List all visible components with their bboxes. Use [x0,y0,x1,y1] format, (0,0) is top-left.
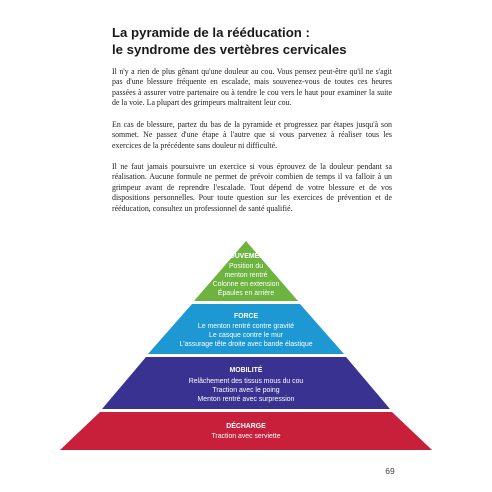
pyramid-level-force [148,304,344,354]
progression-paragraph: En cas de blessure, partez du bas de la pyramide et progressez par étapes jusqu'à son sommet. Ne passez d'une étape à l'autre que si vous parvenez à réaliser tous les exercices de la précédente sans douleur ni difficulté. [112,120,392,150]
pyramid-level-mouvement-item: Épaules en arrière [217,290,275,297]
pyramid-level-mouvement-title: MOUVEMENT [223,253,269,260]
pyramid-level-mouvement-item: Position du [228,263,264,270]
pyramid-level-decharge-shape [60,412,432,450]
page-title-line-1: La pyramide de la rééducation : [112,25,310,40]
pyramid-level-force-title: FORCE [233,313,259,320]
advice-paragraph: Il ne faut jamais poursuivre un exercice si vous éprouvez de la douleur pendant sa réalisation. Aucune formule ne permet de prévoir combien de temps il va falloir à un grimpeur avant de reprendre l'escalade. Tout dépend de votre blessure et de vos dispositions personnelles. Pour toute question sur les exercices de prévention et de rééducation, consultez un professionnel de santé qualifié. [112,162,392,213]
pyramid-level-force-item: Le menton rentré contre gravité [197,323,295,330]
pyramid-level-mobilite-title: MOBILITÉ [229,367,263,374]
pyramid-level-force-item: Le casque contre le mur [209,332,283,339]
page-number: 69 [385,466,395,476]
pyramid-level-mobilite-item: Menton rentré avec surpression [197,396,295,403]
pyramid-level-mobilite-item: Traction avec le poing [212,387,280,394]
pyramid-level-decharge [60,412,432,450]
pyramid-level-mouvement-item: menton rentré [224,272,268,279]
intro-paragraph: Il n'y a rien de plus gênant qu'une douleur au cou. Vous pensez peut-être qu'il ne s'agit pas d'une blessure fréquente en escalade, mais souvenez-vous de toutes ces heures passées à assurer votre partenaire ou à tendre le cou vers le haut pour examiner la suite de la voie. La plupart des grimpeurs maltraitent leur cou. [112,67,392,108]
pyramid-level-decharge-title: DÉCHARGE [226,423,266,430]
pyramid-level-mobilite-item: Relâchement des tissus mous du cou [188,378,304,385]
pyramid-level-mobilite [102,357,390,409]
page-title-line-2: le syndrome des vertèbres cervicales [112,42,347,57]
pyramid-level-decharge-item: Traction avec serviette [211,433,281,440]
pyramid-level-mouvement [194,241,298,301]
pyramid-level-force-item: L'assurage tête droite avec bande élastique [179,341,313,348]
pyramid-level-mouvement-item: Colonne en extension [212,281,280,288]
